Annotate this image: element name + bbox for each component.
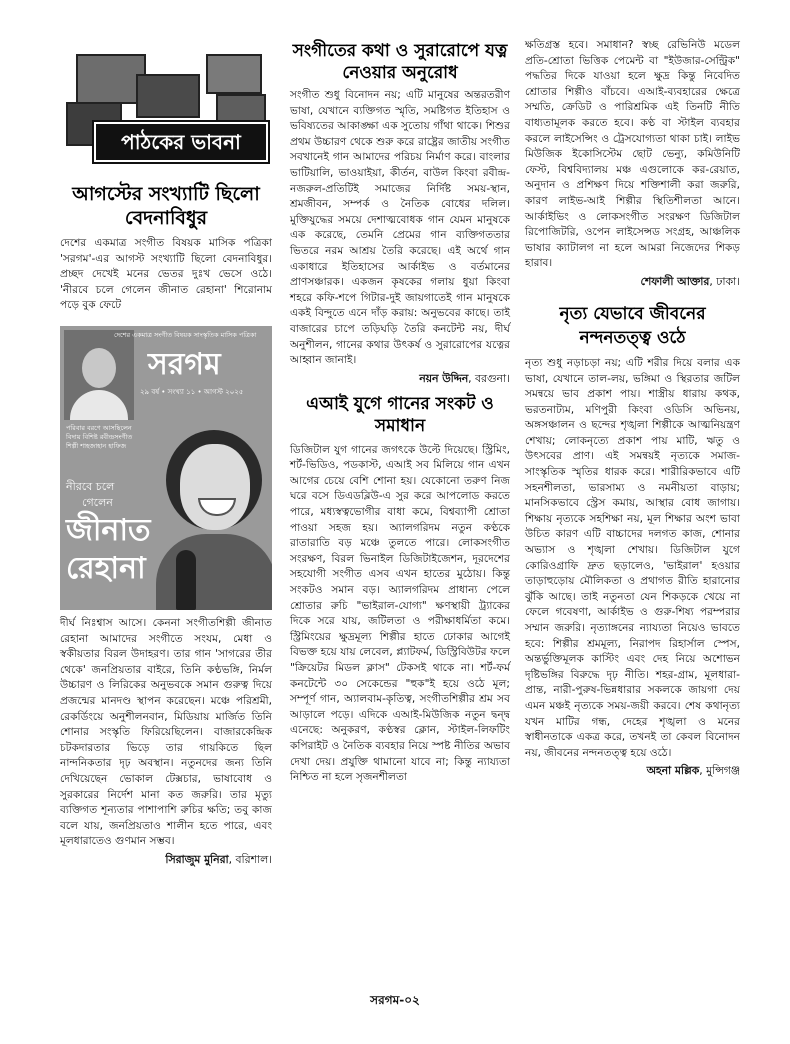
letter-signature — [525, 763, 740, 779]
letter-body: ডিজিটাল যুগ গানের জগৎকে উল্টে দিয়েছে। স্ট্রিমিং, শর্ট-ভিডিও, পডকাস্ট, এআই সব মিলিয়ে গান এখন আগের চেয়ে বেশি শোনা হয়। যেকোনো তরুণ নিজ ঘরে বসে ডিএডব্লিউ-এ সুর করে আপলোড করতে পারে, মধ্যস্বত্বভোগীর বাধা কমে, বিশ্বব্যাপী শ্রোতা পাওয়া সহজ হয়। অ্যালগরিদম নতুন কণ্ঠকে রাতারাতি বড় মঞ্চে তুলতে পারে। লোকসংগীত সংরক্ষণ, বিরল ভিনাইল ডিজিটাইজেশন, দূরদেশের সহযোগী সংগীত এসব এখন হাতের মুঠোয়। কিন্তু সংকটও সমান বড়। অ্যালগরিদম প্রাধান্য পেলে শ্রোতার রুচি "ভাইরাল-যোগ্য" ক্ষণস্থায়ী ট্র্যাকের দিকে সরে যায়, জটিলতা ও পরীক্ষাধর্মিতা কমে। স্ট্রিমিংয়ের ক্ষুদ্রমূল্য শিল্পীর হাতে ঢোকার আগেই বিভক্ত হয়ে যায় লেবেল, প্ল্যাটফর্ম, ডিস্ট্রিবিউটর ফলে "ক্রিয়েটর মিডল ক্লাস" টেকসই থাকে না। শর্ট-ফর্ম কনটেন্টে ৩০ সেকেন্ডের "হুক"ই হয়ে ওঠে মূল; সম্পূর্ণ গান, অ্যালবাম-কৃতিত্ব, সংগীতশিল্পীর শ্রম সব আড়ালে পড়ে। এদিকে এআই-মিউজিক নতুন দ্বন্দ্ব এনেছে: অনুকরণ, কণ্ঠস্বর ক্লোন, স্টাইল-লিফটিং কপিরাইট ও নৈতিক ব্যবহার নিয়ে স্পষ্ট নীতির অভাব দেখা দেয়। প্রযুক্তি থামানো যাবে না; কিন্তু ন্যায্যতা নিশ্চিত না হলে সৃজনশীলতা — [290, 443, 510, 784]
cover-subtitle: নীরবে চলে — [66, 479, 115, 493]
cover-subtitle-2: গেলেন — [82, 495, 113, 509]
page-footer: সরগম-০২ — [370, 993, 420, 1007]
author-place: , ঢাকা। — [709, 274, 740, 288]
author-name: শেফালী আক্তার — [640, 274, 710, 288]
cover-name: জীনাত রেহানা — [66, 512, 151, 586]
author-name: সিরাজুম মুনিরা — [165, 852, 229, 866]
readers-section-graphic — [66, 54, 266, 174]
cover-portrait — [156, 422, 272, 610]
cover-banner: দেশের একমাত্র সংগীত বিষয়ক সাংস্কৃতিক মাসিক পত্রিকা — [114, 330, 257, 339]
letter-body: নৃত্য শুধু নড়াচড়া নয়; এটি শরীর দিয়ে বলার এক ভাষা, যেখানে তাল-লয়, ভঙ্গিমা ও স্থিরতার জটিল সমন্বয়ে ভাব প্রকাশ পায়। শাস্ত্রীয় ধারায় কথক, ভরতনাট্যম, মণিপুরী কিংবা ওডিসি অভিনয়, অঙ্গসঞ্চালন ও ছন্দের শৃঙ্খলা শিল্পীকে আত্মনিয়ন্ত্রণ শেখায়; লোকনৃত্যে প্রকাশ পায় মাটি, ঋতু ও উৎসবের প্রাণ। এই সমন্বয়ই নৃত্যকে সমাজ-সাংস্কৃতিক স্মৃতির ধারক করে। শারীরিকভাবে এটি সহনশীলতা, ভারসাম্য ও নমনীয়তা বাড়ায়; মানসিকভাবে স্ট্রেস কমায়, আস্থার বোধ জাগায়। শিক্ষায় নৃত্যকে সহশিক্ষা নয়, মূল শিক্ষার অংশ ভাবা উচিত কারণ এটি বাচ্চাদের দলগত কাজ, শোনার অভ্যাস ও শৃঙ্খলা শেখায়। ডিজিটাল যুগে কোরিওগ্রাফি দ্রুত ছড়ালেও, 'ভাইরাল' হওয়ার তাড়াহুড়োয় মৌলিকতা ও প্রথাগত রীতি হারানোর ঝুঁকি আছে। তাই নতুনতা যেন শিকড়কে খেয়ে না ফেলে গবেষণা, আর্কাইভ ও গুরু-শিষ্য পরম্পরার সম্মান জরুরি। নৃত্যাঙ্গনের ন্যায্যতা নিয়েও ভাবতে হবে: শিল্পীর শ্রমমূল্য, নিরাপদ রিহার্সাল স্পেস, অন্তর্ভুক্তিমূলক কাস্টিং এবং দেহ নিয়ে অশোভন দৃষ্টিভঙ্গির বিরুদ্ধে দৃঢ় নীতি। শহর-গ্রাম, মূলধারা-প্রান্ত, নারী-পুরুষ-ভিন্নধারার সকলকে জায়গা দেয় এমন মঞ্চই নৃত্যকে সময়-জয়ী করবে। শেষ কথানৃত্য যখন মাটির গন্ধ, দেহের শৃঙ্খলা ও মনের স্বাধীনতাকে একত্র করে, তখনই তা কেবল বিনোদন নয়, জীবনের নন্দনতত্ত্ব হয়ে ওঠে। — [525, 356, 740, 759]
letter-signature — [525, 274, 740, 290]
column-middle — [290, 40, 510, 786]
cover-inset-photo — [64, 330, 134, 420]
cover-masthead: সরগম — [148, 346, 221, 382]
letter-body: সংগীত শুধু বিনোদন নয়; এটি মানুষের অন্তরতরীণ ভাষা, যেখানে ব্যক্তিগত স্মৃতি, সমষ্টিগত ইতিহাস ও ভবিষ্যতের আকাঙ্ক্ষা এক সুতোয় গাঁথা থাকে। শিশুর প্রথম উচ্চারণ থেকে শুরু করে রাষ্ট্রের জাতীয় সংগীত সবখানেই গান আমাদের পরিচয় নির্মাণ করে। বাংলার ভাটিয়ালি, ভাওয়াইয়া, কীর্তন, বাউল কিংবা রবীন্দ্র-নজরুল-প্রতিটিই সমাজের নির্দিষ্ট সময়-স্থান, শ্রমজীবন, সম্পর্ক ও নৈতিক বোধের দলিল। মুক্তিযুদ্ধের সময়ে দেশাত্মবোধক গান যেমন মানুষকে এক করেছে, তেমনি প্রেমের গান ব্যক্তিগততার ভিতরে নরম আশ্রয় তৈরি করেছে। এই অর্থে গান একাধারে ইতিহাসের আর্কাইভ ও বর্তমানের প্রাণসঞ্চারক। একজন কৃষকের গলায় ধুয়া কিংবা শহরে কফি-শপে গিটার-দুই জায়গাতেই গান মানুষকে একই বিন্দুতে এনে দাঁড় করায়: অনুভবের কাছে। তাই বাজারের চাপে তড়িঘড়ি তৈরি কনটেন্ট নয়, দীর্ঘ অনুশীলন, গানের কথার উৎকর্ষ ও সুরারোপের যত্নের আহ্বান জানাই। — [290, 89, 510, 367]
letter-headline: নৃত্য যেভাবে জীবনের নন্দনতত্ত্ব ওঠে — [559, 303, 706, 348]
cover-side-note: পরিবার বরণে আসছিলেন বিদায় বিশিষ্ট রবীন্দ্রসংগীত শিল্পী শাহজাহান হাফিজ — [66, 423, 133, 450]
letter-signature — [60, 852, 272, 868]
author-place: , বরিশাল। — [228, 852, 272, 866]
author-place: , মুন্সিগঞ্জ — [699, 764, 740, 778]
letter-body: দীর্ঘ নিঃশ্বাস আসে। কেননা সংগীতশিল্পী জীনাত রেহানা আমাদের সংগীতে সংযম, মেধা ও স্বকীয়তার বিরল উদাহরণ। তার গান 'সাগরের তীর থেকে' জনপ্রিয়তার বাইরে, তিনি কণ্ঠভঙ্গি, নির্মল উচ্চারণ ও লিরিকের অনুভবকে সমান গুরুত্ব দিয়ে প্রজন্মের মানদণ্ড স্থাপন করেছেন। মঞ্চে পরিশ্রমী, রেকর্ডিংয়ে অনুশীলনবান, মিডিয়ায় মার্জিত তিনি শোনার সংস্কৃতি ফিরিয়েছিলেন। বাজারকেন্দ্রিক চটকদারতার ভিড়ে তার গায়কিতে ছিল নান্দনিকতার দৃঢ় অবস্থান। নতুনদের জন্য তিনি দেখিয়েছেন ভোকাল টেক্সচার, ভাষাবোধ ও সুরকারের নির্দেশ মানা কত জরুরি। তার মৃত্যু ব্যক্তিগত শূন্যতার পাশাপাশি রুচির ক্ষতি; তবু কাজ বলে যায়, জনপ্রিয়তাও শালীন হতে পারে, এবং মূলধারাতেও গুণমান সম্ভব। — [60, 616, 272, 848]
author-name: নয়ন উদ্দিন — [419, 371, 469, 385]
magazine-cover-image — [60, 326, 272, 610]
letter-headline: এআই যুগে গানের সংকট ও সমাধান — [306, 393, 494, 436]
letter-body: দেশের একমাত্র সংগীত বিষয়ক মাসিক পত্রিকা 'সরগম'-এর আগস্ট সংখ্যাটি ছিলো বেদনাবিধুর। প্রচ্ছদ দেখেই মনের ভেতর দুঃখ ভেসে ওঠে। 'নীরবে চলে গেলেন জীনাত রেহানা' শিরোনাম পড়ে বুক ফেটে — [60, 237, 272, 312]
column-right — [525, 38, 740, 779]
author-place: , বরগুনা। — [468, 371, 510, 385]
author-name: অহনা মল্লিক — [646, 764, 700, 778]
column-left — [60, 44, 272, 868]
readers-section-title: পাঠকের ভাবনা — [94, 122, 268, 162]
microphone-icon — [176, 550, 196, 610]
envelope-icon — [206, 54, 262, 94]
envelope-icon — [136, 74, 200, 118]
cover-issue-line: ২৯ বর্ষ • সংখ্যা ১১ • আগস্ট ২০২৫ — [140, 387, 244, 396]
letter-signature — [290, 371, 510, 387]
letter-body-continued: ক্ষতিগ্রস্ত হবে। সমাধান? স্বচ্ছ রেভিনিউ মডেল প্রতি-শ্রোতা ভিত্তিক পেমেন্ট বা "ইউজার-সেন্ট্রিক" পদ্ধতির দিকে যাওয়া হলে ক্ষুদ্র কিন্তু নিবেদিত শ্রোতার শিল্পীও বাঁচবে। এআই-ব্যবহারের ক্ষেত্রে সম্মতি, ক্রেডিট ও পারিশ্রমিক এই তিনটি নীতি বাধ্যতামূলক করতে হবে। কণ্ঠ বা স্টাইল ব্যবহার করলে লাইসেন্সিং ও ট্রেসযোগ্যতা থাকা চাই। লাইভ মিউজিক ইকোসিস্টেম ছোট ভেন্যু, কমিউনিটি ফেস্ট, বিশ্ববিদ্যালয় মঞ্চ এগুলোকে কর-রেয়াত, অনুদান ও প্রশিক্ষণ দিয়ে শক্তিশালী করা জরুরি, কারণ লাইভ-আই শিল্পীর স্থিতিশীলতা আনে। আর্কাইভিং ও লোকসংগীত সংরক্ষণ ডিজিটাল রিপোজিটরি, ওপেন লাইসেন্সড সংগ্রহ, আঞ্চলিক ভাষার ক্যাটালগ না হলে আমরা নিজেদের শিকড় হারাব। — [525, 39, 740, 270]
letter-headline: সংগীতের কথা ও সুরারোপে যত্ন নেওয়ার অনুরোধ — [292, 41, 508, 83]
letter-headline: আগস্টের সংখ্যাটি ছিলো বেদনাবিধুর — [72, 183, 260, 229]
